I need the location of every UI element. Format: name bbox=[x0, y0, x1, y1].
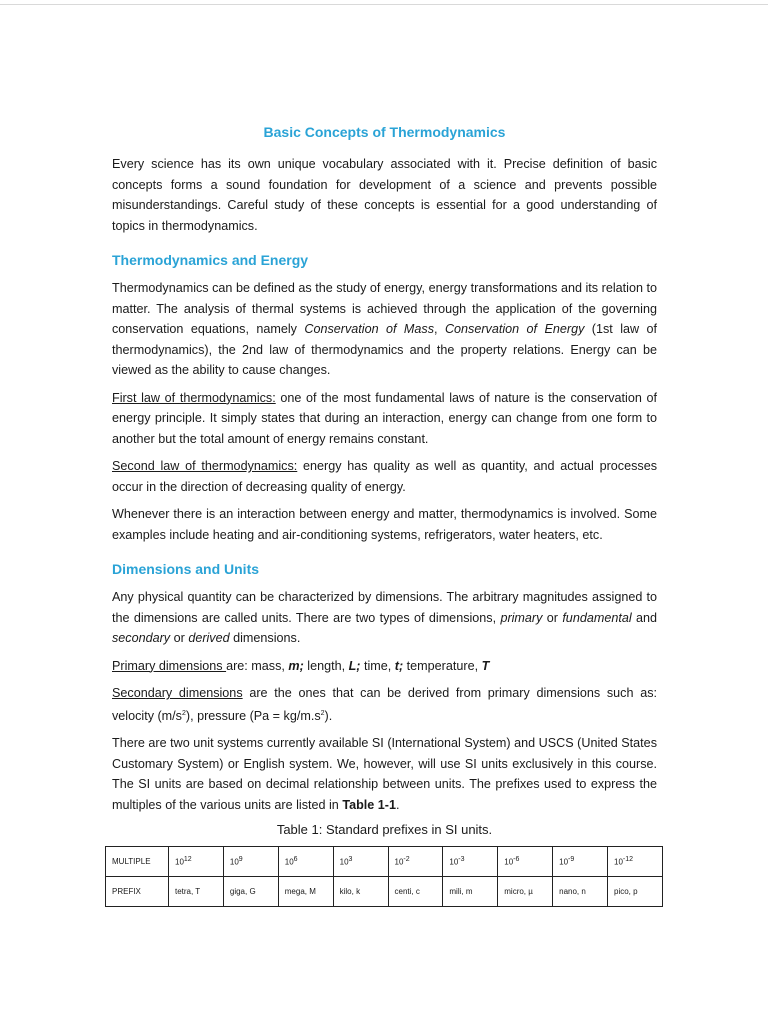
first-law-label: First law of thermodynamics: bbox=[112, 390, 276, 405]
table-cell: $10^{12}$ bbox=[169, 847, 224, 877]
second-law-label: Second law of thermodynamics: bbox=[112, 459, 298, 473]
intro-paragraph: Every science has its own unique vocabulary associated with it. Precise definition of basic concepts forms a sound foundation for development of a science and prevents possible misunderstandings. Careful study of these concepts is essential for a good understanding of topics in thermodynamics. bbox=[112, 157, 657, 233]
si-prefix-table bbox=[105, 846, 663, 907]
second-law-paragraph: Second law of thermodynamics: energy has quality as well as quantity, and actual processes occur in the direction of decreasing quality of energy. bbox=[112, 459, 657, 494]
table-cell: micro, µ bbox=[498, 877, 553, 907]
document-title: Basic Concepts of Thermodynamics bbox=[263, 124, 506, 140]
table-cell: nano, n bbox=[553, 877, 608, 907]
section-heading-dimensions-units: Dimensions and Units bbox=[112, 561, 260, 577]
table-cell: $10^3$ bbox=[333, 847, 388, 877]
secondary-dimensions-label: Secondary dimensions bbox=[112, 686, 243, 700]
table-row-label: MULTIPLE bbox=[106, 847, 169, 877]
document-page bbox=[112, 124, 657, 907]
table-cell: $10^{-6}$ bbox=[498, 847, 553, 877]
unit-systems-paragraph: There are two unit systems currently available SI (International System) and USCS (United States Customary System) or English system. We, however, will use SI units exclusively in this course. The SI units are based on decimal relationship between units. The prefixes used to express the multiples of the various units are listed in Table 1-1. bbox=[112, 736, 657, 812]
table-cell: $10^6$ bbox=[278, 847, 333, 877]
table-row-label: PREFIX bbox=[106, 877, 169, 907]
secondary-dimensions-paragraph: Secondary dimensions are the ones that can be derived from primary dimensions such as: velocity $(m/s^2)$, pressure $(Pa = kg/m.s^2)$. bbox=[112, 686, 657, 723]
primary-dimensions-paragraph: Primary dimensions are: mass, m; length, L; time, t; temperature, T bbox=[112, 658, 490, 673]
table-row-prefixes bbox=[106, 877, 663, 907]
table-cell: $10^{-2}$ bbox=[388, 847, 443, 877]
primary-dimensions-label: Primary dimensions bbox=[112, 658, 227, 673]
examples-paragraph: Whenever there is an interaction between energy and matter, thermodynamics is involved. Some examples include heating and air-conditioning systems, refrigerators, water heaters, etc. bbox=[112, 507, 657, 542]
top-divider bbox=[0, 4, 768, 5]
table-caption: Table 1: Standard prefixes in SI units. bbox=[276, 822, 493, 838]
table-cell: centi, c bbox=[388, 877, 443, 907]
table-cell: tetra, T bbox=[169, 877, 224, 907]
table-cell: $10^{-3}$ bbox=[443, 847, 498, 877]
thermodynamics-definition-paragraph: Thermodynamics can be defined as the study of energy, energy transformations and its relation to matter. The analysis of thermal systems is achieved through the application of the governing conservation equations, namely Conservation of Mass, Conservation of Energy (1st law of thermodynamics), the 2nd law of thermodynamics and the property relations. Energy can be viewed as the ability to cause changes. bbox=[112, 281, 658, 377]
table-cell: $10^{-12}$ bbox=[608, 847, 663, 877]
table-row-multiples bbox=[106, 847, 663, 877]
table-cell: pico, p bbox=[608, 877, 663, 907]
table-cell: kilo, k bbox=[333, 877, 388, 907]
table-cell: $10^9$ bbox=[223, 847, 278, 877]
table-cell: mega, M bbox=[278, 877, 333, 907]
table-cell: $10^{-9}$ bbox=[553, 847, 608, 877]
dimensions-paragraph: Any physical quantity can be characterized by dimensions. The arbitrary magnitudes assigned to the dimensions are called units. There are two types of dimensions, primary or fundamental and secondary or derived dimensions. bbox=[112, 590, 657, 645]
table-cell: giga, G bbox=[223, 877, 278, 907]
table-cell: mili, m bbox=[443, 877, 498, 907]
first-law-paragraph: First law of thermodynamics: one of the most fundamental laws of nature is the conservation of energy principle. It simply states that during an interaction, energy can change from one form to another but the total amount of energy remains constant. bbox=[112, 390, 658, 446]
section-heading-thermodynamics-energy: Thermodynamics and Energy bbox=[112, 252, 309, 268]
